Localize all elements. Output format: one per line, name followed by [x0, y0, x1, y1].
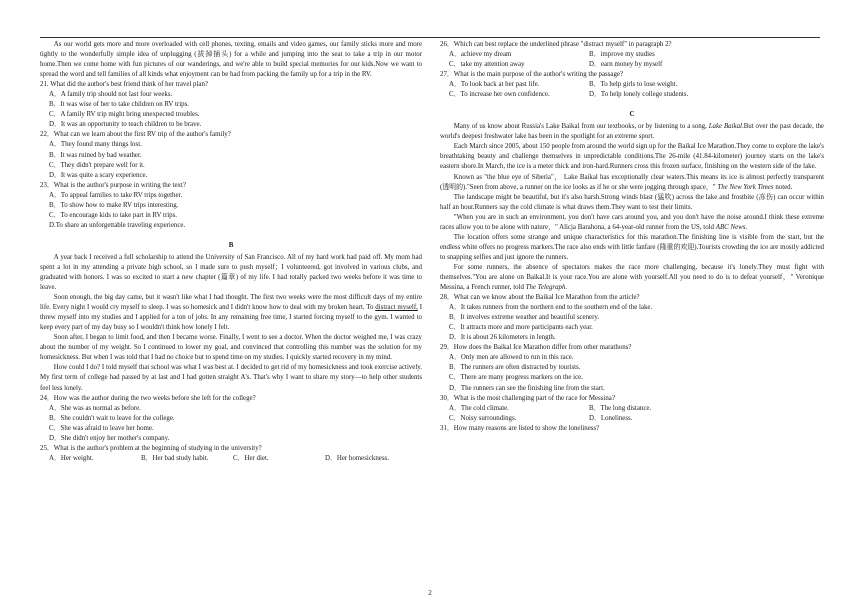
passage-c-paragraph-3	[440, 173, 824, 193]
c-p3-text-b: noted.	[773, 183, 793, 191]
b-p2-text-after: I threw myself into my studies and I applied for a ton of jobs. In any remaining free time, I started forcing myself to the gym. I wanted to keep every part of my day busy so I wouldn't think how lonely I felt.	[40, 304, 422, 332]
question-30: 30．What is the most challenging part of the race for Messina?	[440, 394, 615, 402]
q29-option-c: C．There are many progress markers on the ice.	[449, 374, 583, 382]
passage-a-end: As our world gets more and more overloaded with cell phones, texting, emails and video games, our family sticks more and more tightly to the wonderfully simple idea of unplugging (拔掉插头) for a while and jumping into the seat to take a trip in our motor home.Then we come home with fun pictures of our wanderings, and we're able to build special memories for our kids.Now we want to spread the word and tell families of all kinds what enjoyment can be had from packing the family up for a trip in the RV.	[40, 41, 422, 79]
c-p5-text-a: "When you are in such an environment, you don't have cars around you, and you don't have the noise around.I think these extreme races allow you to be alone with nature，" Alicja Barahona, a 64-year-old runner from the US, told	[440, 213, 824, 231]
passage-b-paragraph-3: Soon after, I began to limit food, and then I became worse. Finally, I went to see a doctor. When the doctor weighed me, I was crazy about the number of my weight. So I continued to lower my goal, and convinced that controlling this number was the solution for my homesickness. But when I was told that I had no choice but to spend time on my studies. I quickly started recovery in my mind.	[40, 334, 422, 362]
q25-option-b: B．Her bad study habit.	[141, 454, 209, 462]
q30-option-d: D．Loneliness.	[589, 414, 633, 422]
q26-option-a: A．achieve my dream	[449, 51, 512, 59]
passage-b-paragraph-1: A year back I received a full scholarship to attend the University of San Francisco. All of my hard work had paid off. My mom had spent a lot in my attending a private high school, so I made sure to push myself；I volunteered, got involved in various clubs, and graduated with honors. I was so excited to start a new chapter (篇章) of my life. I had totally packed two weeks before it was time to leave.	[40, 253, 422, 292]
underlined-phrase: distract myself,	[375, 304, 418, 312]
question-29: 29．How does the Baikal Ice Marathon differ from other marathons?	[440, 344, 632, 352]
c-p7-text-b: .	[565, 284, 568, 292]
song-title: Lake Baikal	[708, 123, 742, 131]
q24-option-c: C．She was afraid to leave her home.	[49, 424, 154, 432]
b-p2-text-before: Soon enough, the big day came, but it wasn't like what I had thought. The first two weeks were the most difficult days of my entire life. Every night I would cry myself to sleep. I was so homesick and I didn't know how to deal with my broken heart. To	[40, 294, 422, 312]
q25-option-c: C．Her diet.	[233, 454, 269, 462]
q22-option-a: A．They found many things lost.	[49, 141, 142, 149]
c-p5-text-b: .	[745, 223, 748, 231]
c-p1-text-b: .But over the past decade, the world's deepest freshwater lake has been in the spotlight for an extreme sport.	[440, 123, 824, 141]
left-column	[40, 40, 422, 464]
section-b-title: B	[228, 241, 234, 249]
passage-c-paragraph-6: The location offers some strange and unique characteristics for this marathon.The finishing line is visible from the start, but the endless white offers no progress markers.The race also ends with little fanfare (隆重的欢迎).Tourists crowding the ice are mostly addicted to snapping selfies and just ignore the runners.	[440, 233, 824, 261]
q23-option-a: A．To appeal families to take RV trips together.	[49, 191, 183, 199]
q27-option-b: B．To help girls to lose weight.	[589, 81, 678, 89]
q28-option-c: C．It attracts more and more participants each year.	[449, 324, 593, 332]
question-31: 31．How many reasons are listed to show the loneliness?	[440, 424, 600, 432]
q26-options-row-1	[440, 50, 824, 60]
c-p3-text-a: Known as "the blue eye of Siberia"， Lake Baikal has exceptionally clear waters.This means its ice is almost perfectly transparent (透明的)."Seen from above, a runner on the ice looks as if he or she were jogging through space，"	[440, 173, 824, 191]
question-26: 26．Which can best replace the underlined phrase "distract myself" in paragraph 2?	[440, 41, 672, 48]
passage-b-paragraph-2	[40, 293, 422, 333]
q24-option-a: A．She was as normal as before.	[49, 404, 141, 412]
q26-option-b: B．improve my studies	[589, 51, 655, 59]
question-21: 21. What did the author's best friend think of her travel plan?	[40, 81, 208, 89]
q21-option-b: B．It was wise of her to take children on RV trips.	[49, 101, 189, 109]
q21-option-a: A．A family trip should not last four weeks.	[49, 91, 173, 99]
q30-options-row-2	[440, 414, 824, 424]
q23-option-d: D.To share an unforgettable traveling experience.	[49, 221, 186, 229]
q21-option-d: D．It was an opportunity to teach children to be brave.	[49, 121, 202, 129]
passage-c-paragraph-4: The landscape might be beautiful, but it's also harsh.Strong winds blast (猛吹) across the lake and frostbite (冻伤) can occur within half an hour.Runners say the cold climate is what draws them.They want to test their limits.	[440, 193, 824, 211]
q27-option-c: C．To increase her own confidence.	[449, 91, 550, 99]
passage-c-paragraph-5	[440, 213, 824, 233]
q22-option-c: C．They didn't prepare well for it.	[49, 161, 145, 169]
q28-option-b: B．It involves extreme weather and beautiful scenery.	[449, 314, 600, 322]
q27-options-row-1	[440, 80, 824, 90]
q27-options-row-2	[440, 90, 824, 100]
top-rule	[40, 37, 820, 38]
c-p1-text-a: Many of us know about Russia's Lake Baikal from our textbooks, or by listening to a song,	[453, 123, 709, 131]
passage-c-paragraph-1	[440, 122, 824, 142]
q24-option-b: B．She couldn't wait to leave for the college.	[49, 414, 175, 422]
q22-option-d: D．It was quite a scary experience.	[49, 171, 148, 179]
q25-option-d: D．Her homesickness.	[325, 454, 389, 462]
news-source-abc: ABC News	[715, 223, 746, 231]
question-27: 27．What is the main purpose of the author's writing the passage?	[440, 71, 624, 79]
q26-option-d: D．earn money by myself	[589, 61, 663, 69]
passage-c-paragraph-2: Each March since 2005, about 150 people from around the world sign up for the Baikal Ice Marathon.They come to explore the lake's breathtaking beauty and challenge themselves in unpredictable conditions.The 26-mile (41.84-kilometer) journey starts on the lake's eastern shore.In March, the ice is a meter thick and iron-hard.Runners cross this frozen surface, finishing on the western side of the lake.	[440, 143, 824, 171]
q29-option-b: B．The runners are often distracted by tourists.	[449, 364, 581, 372]
c-p7-text-a: For some runners, the absence of spectators makes the race more challenging, because it's lonely.They must fight with themselves."You are alone on Baikal.It is your race.You are alone with yourself.All you need to do is to defeat yourself，" Veronique Messina, a French runner, told	[440, 263, 824, 292]
q30-option-c: C．Noisy surroundings.	[449, 414, 517, 422]
q27-option-a: A．To look back at her past life.	[449, 81, 540, 89]
question-24: 24．How was the author during the two weeks before she left for the college?	[40, 394, 256, 402]
question-23: 23．What is the author's purpose in writing the text?	[40, 181, 186, 189]
q29-option-a: A．Only men are allowed to run in this race.	[449, 354, 574, 362]
question-25: 25．What is the author's problem at the beginning of studying in the university?	[40, 444, 262, 452]
q22-option-b: B．It was ruined by bad weather.	[49, 151, 142, 159]
q21-option-c: C．A family RV trip might bring unexpected troubles.	[49, 111, 200, 119]
q25-options	[40, 454, 422, 464]
q23-option-c: C．To encourage kids to take part in RV trips.	[49, 211, 178, 219]
right-column	[440, 40, 824, 434]
q30-options-row-1	[440, 404, 824, 414]
question-28: 28．What can we know about the Baikal Ice Marathon from the article?	[440, 294, 640, 302]
question-22: 22．What can we learn about the first RV trip of the author's family?	[40, 131, 231, 139]
q28-option-a: A．It takes runners from the northern end to the southern end of the lake.	[449, 304, 653, 312]
q30-option-b: B．The long distance.	[589, 404, 652, 412]
q29-option-d: D．The runners can see the finishing line from the start.	[449, 384, 605, 392]
q30-option-a: A．The cold climate.	[449, 404, 509, 412]
passage-b-paragraph-4: How could I do? I told myself that school was what I was best at. I decided to get rid of my homesickness and took exercise actively. My first term of college had passed by at last and I had gotten straight A's. That's why I want to share my story—to help other students feel less lonely.	[40, 364, 422, 392]
page-number: 2	[428, 589, 432, 597]
q27-option-d: D．To help lonely college students.	[589, 91, 689, 99]
q26-options-row-2	[440, 60, 824, 70]
newspaper-name-nyt: The New York Times	[717, 183, 774, 191]
q28-option-d: D．It is about 26 kilometers in length.	[449, 334, 556, 342]
q23-option-b: B．To show how to make RV trips interesting.	[49, 201, 179, 209]
passage-c-paragraph-7	[440, 263, 824, 293]
section-c-title: C	[629, 111, 635, 119]
q25-option-a: A．Her weight.	[49, 454, 94, 462]
newspaper-name-telegraph: The Telegraph	[525, 284, 566, 292]
q24-option-d: D．She didn't enjoy her mother's company.	[49, 434, 170, 442]
q26-option-c: C．take my attention away	[449, 61, 525, 69]
